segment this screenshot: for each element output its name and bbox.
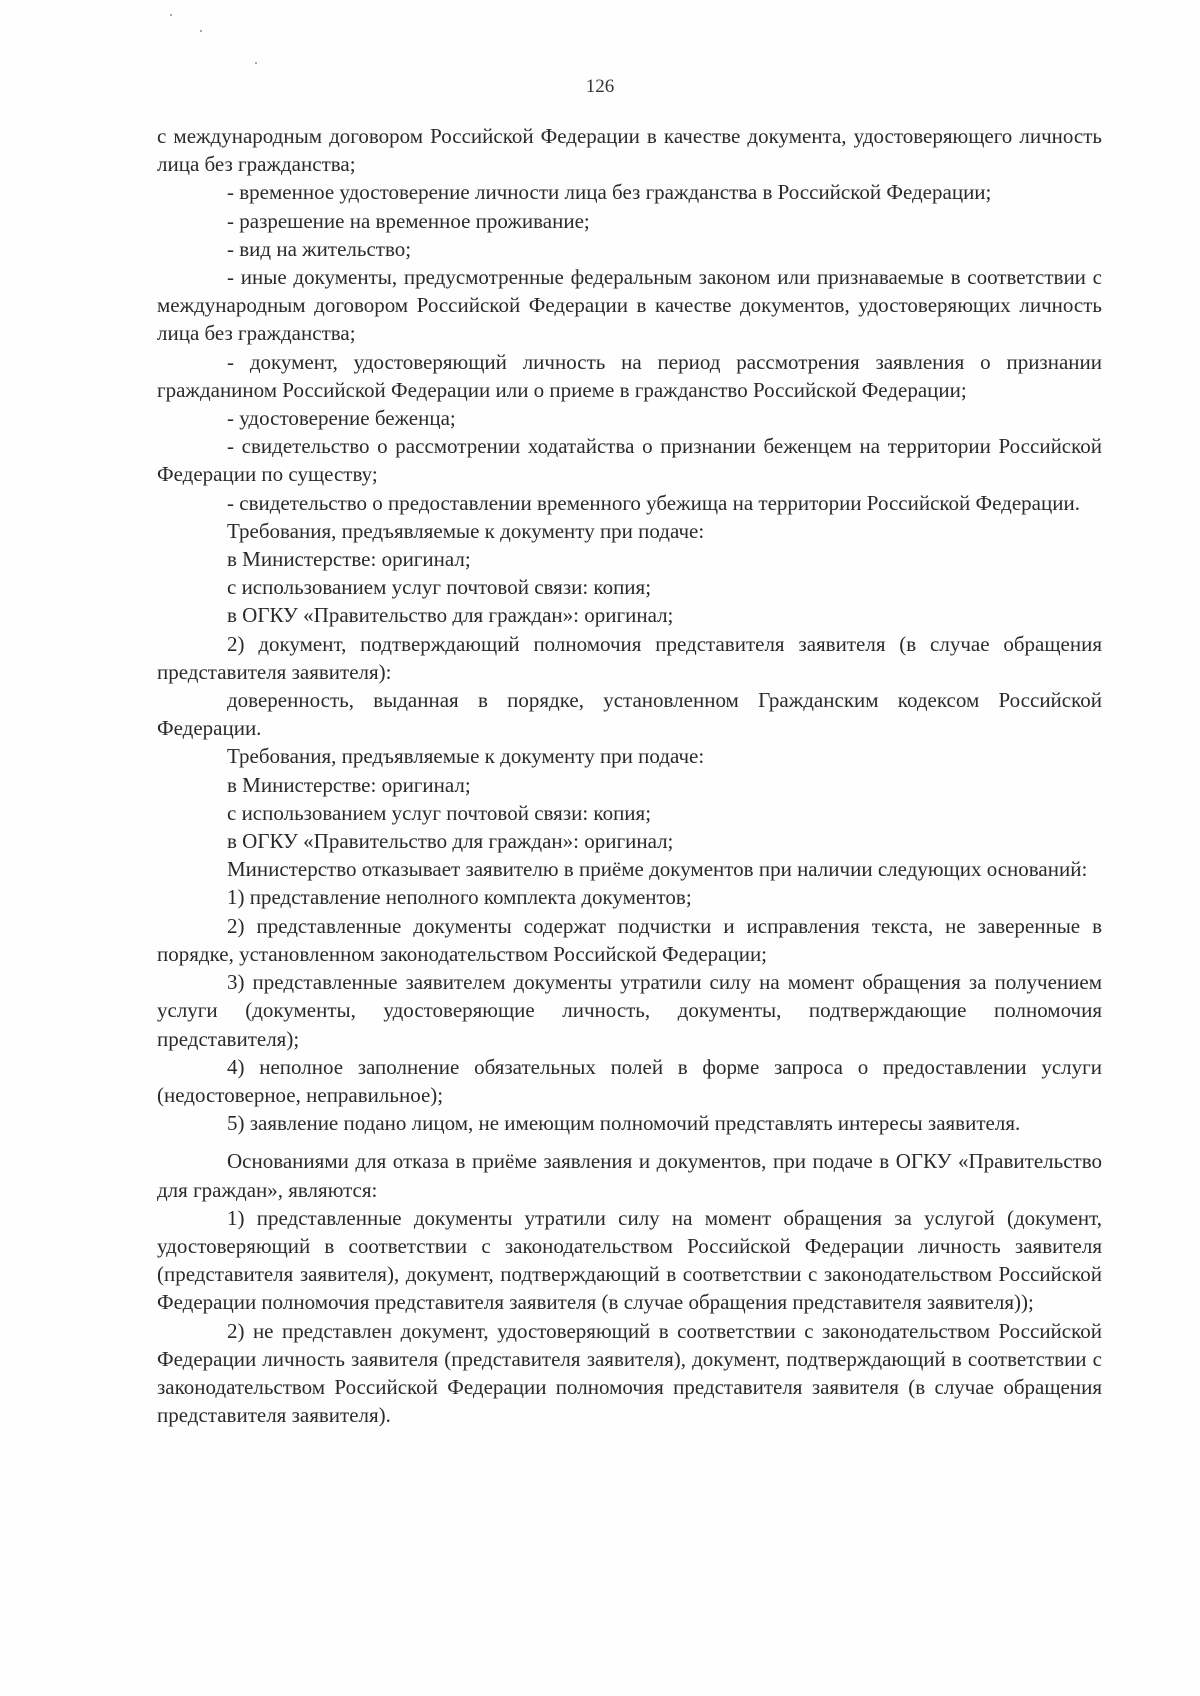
paragraph: с использованием услуг почтовой связи: копия; xyxy=(227,575,652,600)
paragraph: 2) представленные документы содержат подчистки и исправления текста, не заверенные в порядке, установленном законодательством Российской Федерации; xyxy=(157,913,1102,966)
paragraph: доверенность, выданная в порядке, установленном Гражданским кодексом Российской Федерации. xyxy=(157,688,1102,741)
scan-speck xyxy=(200,30,202,32)
paragraph: с международным договором Российской Федерации в качестве документа, удостоверяющего личность лица без гражданства; xyxy=(157,124,1102,177)
paragraph: - иные документы, предусмотренные федеральным законом или признаваемые в соответствии с международным договором Российской Федерации в качестве документов, удостоверяющих личность лица без гражданства; xyxy=(157,265,1102,346)
paragraph: 3) представленные заявителем документы утратили силу на момент обращения за получением услуги (документы, удостоверяющие личность, документы, подтверждающие полномочия представителя); xyxy=(157,970,1102,1051)
scan-speck xyxy=(170,14,172,16)
paragraph: 4) неполное заполнение обязательных полей в форме запроса о предоставлении услуги (недостоверное, неправильное); xyxy=(157,1054,1102,1107)
paragraph: Министерство отказывает заявителю в приёме документов при наличии следующих оснований: xyxy=(227,857,1088,882)
paragraph: - свидетельство о рассмотрении ходатайства о признании беженцем на территории Российской Федерации по существу; xyxy=(157,434,1102,487)
paragraph: 2) не представлен документ, удостоверяющий в соответствии с законодательством Российской Федерации личность заявителя (представителя заявителя), документ, подтверждающий в соответствии с законодательством Российской Федерации полномочия представителя заявителя (в случае обращения представителя заявителя). xyxy=(157,1318,1102,1428)
page-number: 126 xyxy=(585,76,615,97)
paragraph: в ОГКУ «Правительство для граждан»: оригинал; xyxy=(227,603,674,628)
paragraph: - удостоверение беженца; xyxy=(227,406,456,431)
paragraph: в ОГКУ «Правительство для граждан»: оригинал; xyxy=(227,829,674,854)
paragraph: 1) представленные документы утратили силу на момент обращения за услугой (документ, удостоверяющий в соответствии с законодательством Российской Федерации личность заявителя (представителя заявителя), документ, подтверждающий в соответствии с законодательством Российской Федерации полномочия представителя заявителя (в случае обращения представителя заявителя)); xyxy=(157,1205,1102,1315)
paragraph: Основаниями для отказа в приёме заявления и документов, при подаче в ОГКУ «Правительство для граждан», являются: xyxy=(157,1149,1102,1202)
paragraph: в Министерстве: оригинал; xyxy=(227,547,471,572)
paragraph: - документ, удостоверяющий личность на период рассмотрения заявления о признании гражданином Российской Федерации или о приеме в гражданство Российской Федерации; xyxy=(157,349,1102,402)
paragraph: Требования, предъявляемые к документу при подаче: xyxy=(227,518,705,543)
paragraph: 1) представление неполного комплекта документов; xyxy=(227,885,692,910)
paragraph: - разрешение на временное проживание; xyxy=(227,208,590,233)
paragraph: - свидетельство о предоставлении временного убежища на территории Российской Федерации. xyxy=(227,490,1080,515)
document-body xyxy=(157,122,1102,1429)
paragraph: 5) заявление подано лицом, не имеющим полномочий представлять интересы заявителя. xyxy=(227,1111,1021,1136)
paragraph: в Министерстве: оригинал; xyxy=(227,772,471,797)
paragraph: Требования, предъявляемые к документу при подаче: xyxy=(227,744,705,769)
paragraph: с использованием услуг почтовой связи: копия; xyxy=(227,800,652,825)
scan-speck xyxy=(255,62,257,64)
paragraph: - вид на жительство; xyxy=(227,236,412,261)
paragraph: - временное удостоверение личности лица без гражданства в Российской Федерации; xyxy=(227,180,992,205)
paragraph: 2) документ, подтверждающий полномочия представителя заявителя (в случае обращения представителя заявителя): xyxy=(157,631,1102,684)
